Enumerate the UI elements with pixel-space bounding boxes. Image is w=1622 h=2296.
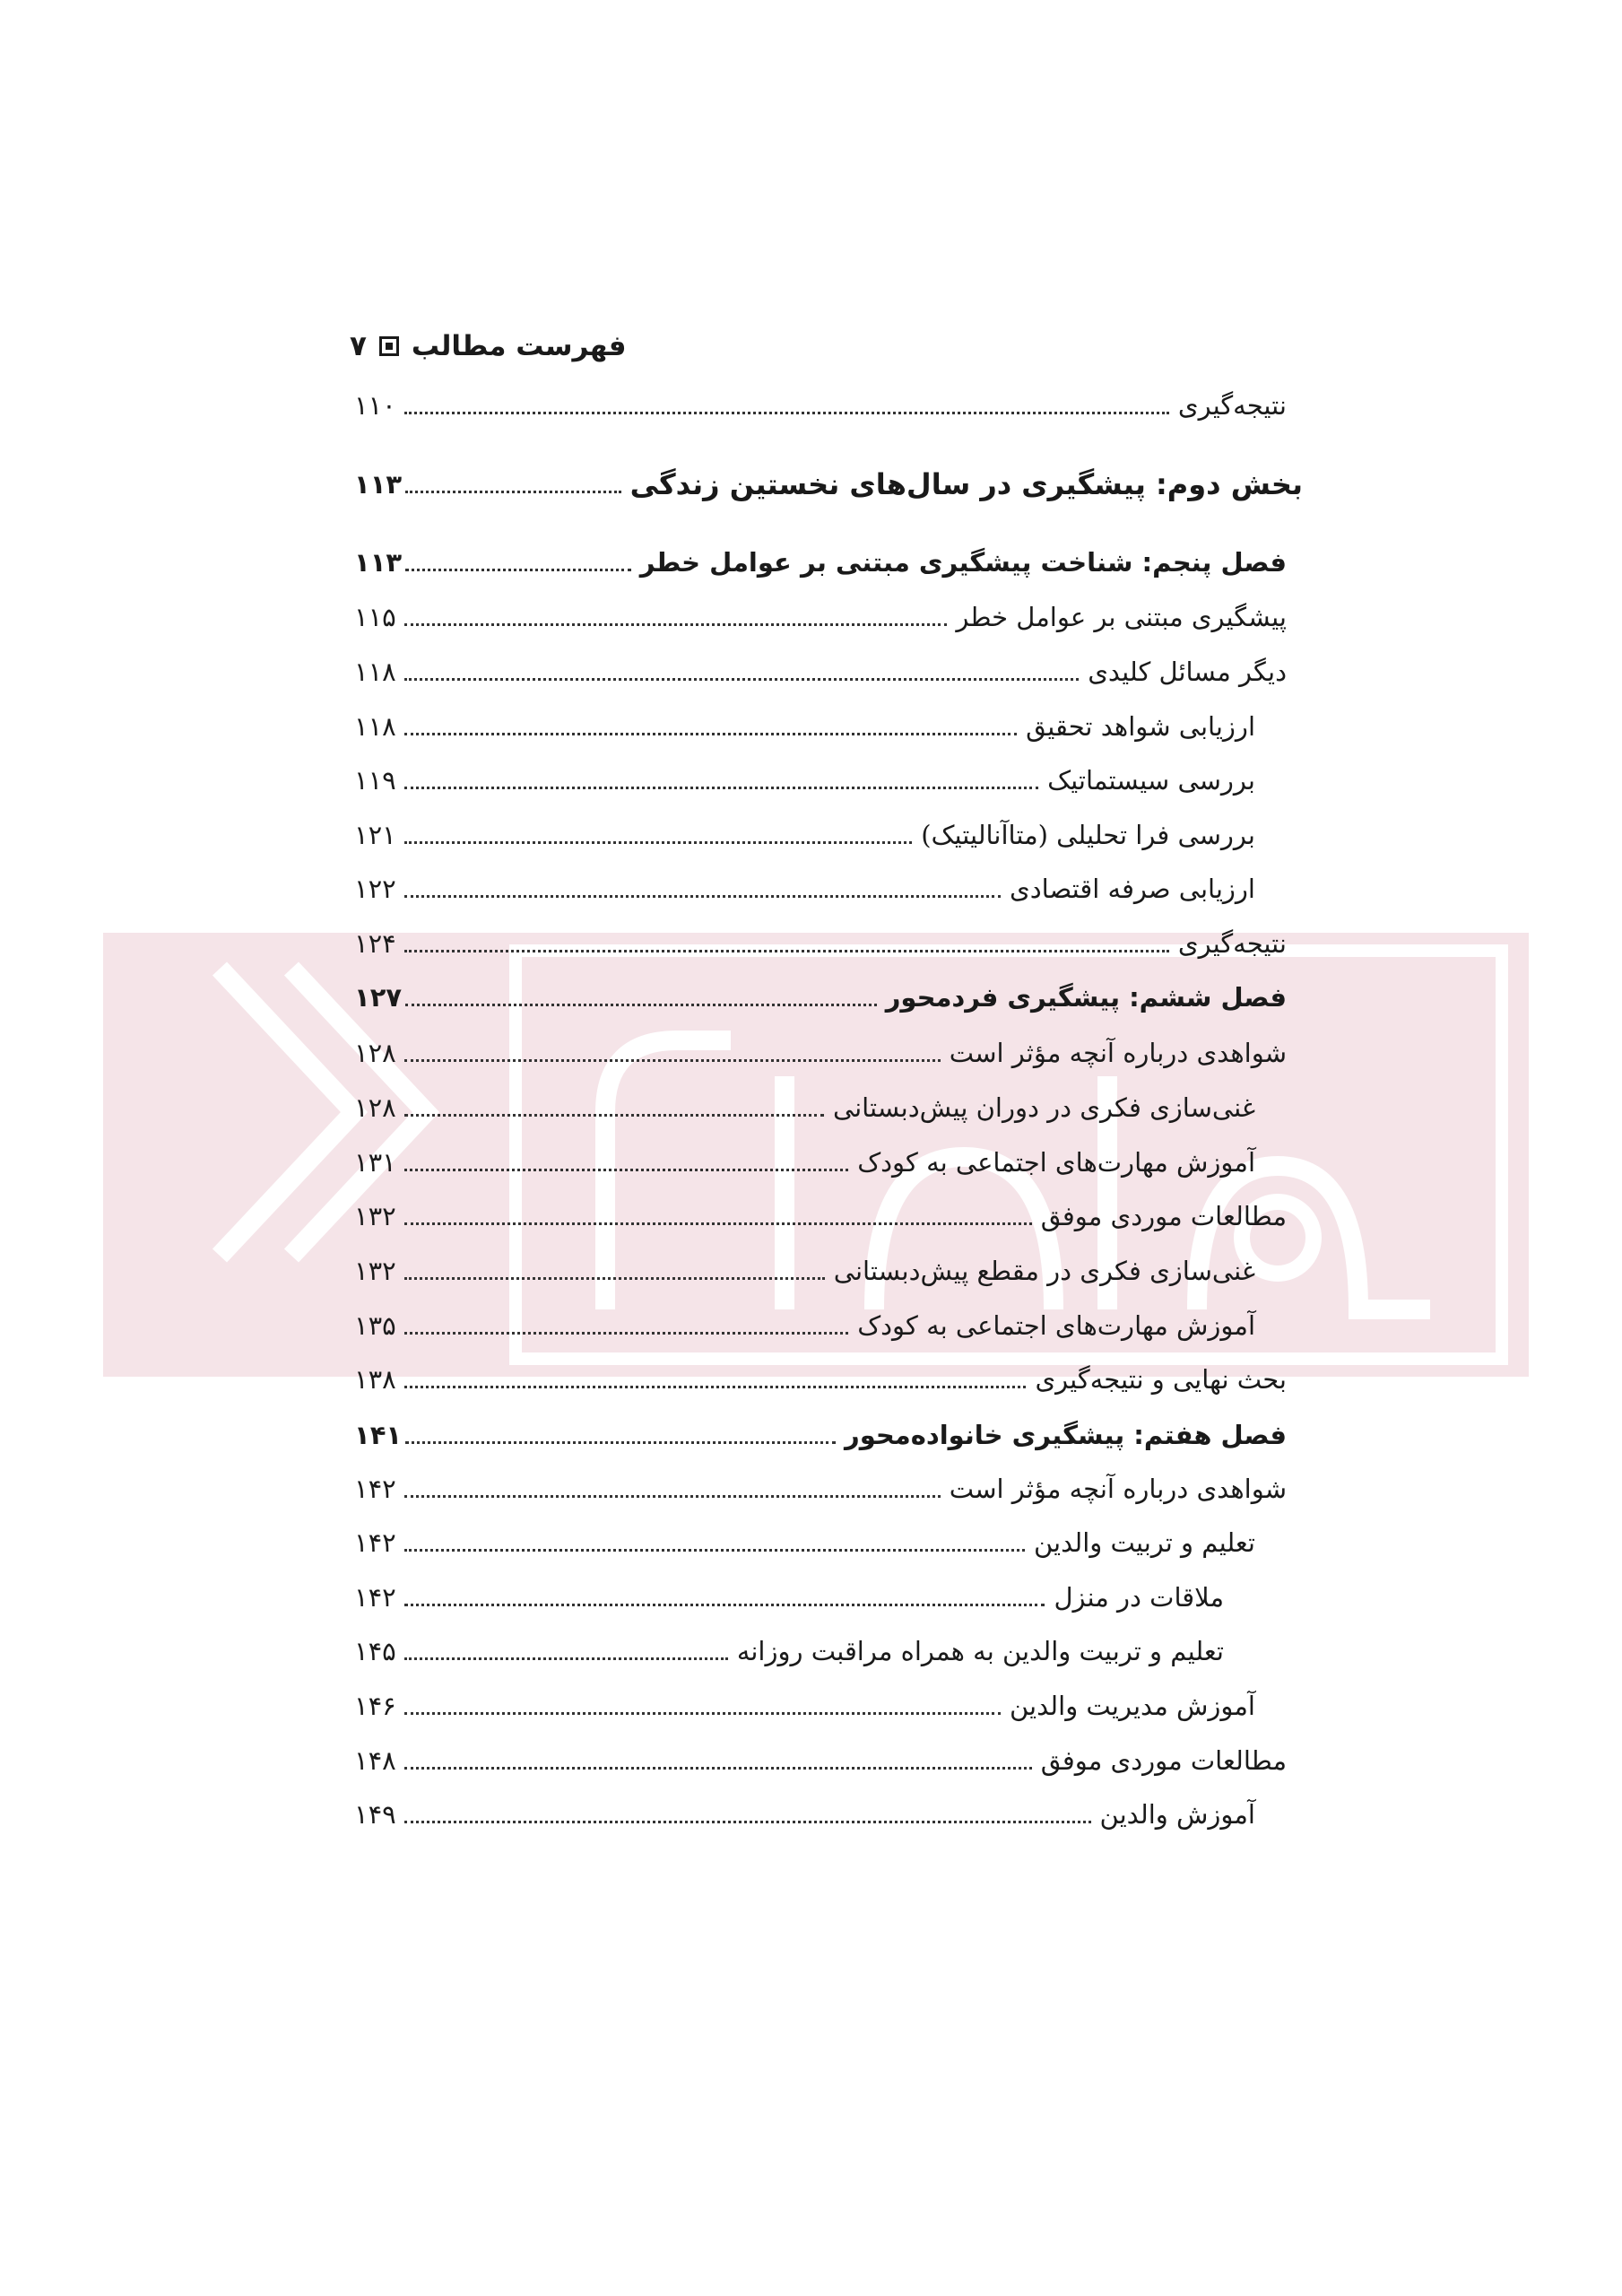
toc-entry-page-number: ۱۱۸: [354, 711, 396, 742]
toc-entry-page-number: ۱۲۲: [354, 874, 396, 904]
toc-entry[interactable]: [354, 649, 1287, 694]
toc-entry-page-number: ۱۱۰: [354, 390, 396, 421]
dot-leader: [404, 1712, 1001, 1715]
toc-entry[interactable]: [354, 704, 1255, 749]
toc-entry-title: غنی‌سازی فکری در مقطع پیش‌دبستانی: [833, 1256, 1255, 1286]
toc-entry-page-number: ۱۱۵: [354, 602, 396, 632]
dot-leader: [404, 1386, 1026, 1388]
toc-entry[interactable]: [354, 1413, 1287, 1457]
dot-leader: [404, 1332, 848, 1335]
square-bullet-icon: [379, 336, 399, 356]
toc-entry-page-number: ۱۴۸: [354, 1745, 396, 1776]
toc-entry-page-number: ۱۲۷: [354, 982, 403, 1013]
toc-entry[interactable]: [354, 1738, 1287, 1783]
toc-entry-title: آموزش والدین: [1099, 1799, 1255, 1830]
toc-entry-page-number: ۱۴۵: [354, 1636, 396, 1666]
toc-entry-page-number: ۱۳۵: [354, 1310, 396, 1341]
dot-leader: [404, 1059, 941, 1062]
dot-leader: [404, 1114, 824, 1117]
toc-entry-page-number: ۱۲۸: [354, 1092, 396, 1123]
toc-entry-title: آموزش مهارت‌های اجتماعی به کودک: [857, 1310, 1255, 1341]
dot-leader: [404, 895, 1001, 898]
dot-leader: [404, 1222, 1032, 1225]
toc-entry-title: ارزیابی شواهد تحقیق: [1026, 711, 1255, 742]
dot-leader: [405, 1004, 877, 1006]
toc-entry[interactable]: [354, 1466, 1287, 1511]
toc-entry[interactable]: [354, 383, 1287, 428]
toc-entry-title: تعلیم و تربیت والدین به همراه مراقبت روزانه: [736, 1636, 1224, 1666]
toc-entry-title: شواهدی درباره آنچه مؤثر است: [949, 1038, 1287, 1068]
toc-entry-page-number: ۱۳۲: [354, 1201, 396, 1231]
header-title: فهرست مطالب: [411, 330, 627, 362]
dot-leader: [404, 841, 912, 844]
toc-entry[interactable]: [354, 1683, 1255, 1728]
toc-entry[interactable]: [354, 975, 1287, 1020]
toc-entry-page-number: ۱۱۹: [354, 765, 396, 796]
toc-entry[interactable]: [354, 1248, 1255, 1293]
toc-entry-title: شواهدی درباره آنچه مؤثر است: [949, 1474, 1287, 1504]
toc-entry-title: غنی‌سازی فکری در دوران پیش‌دبستانی: [832, 1092, 1255, 1123]
dot-leader: [404, 412, 1169, 414]
dot-leader: [404, 1767, 1032, 1770]
toc-entry[interactable]: [354, 1792, 1255, 1837]
toc-entry-title: بخش دوم: پیشگیری در سال‌های نخستین زندگی: [629, 467, 1303, 501]
dot-leader: [404, 1495, 941, 1498]
dot-leader: [405, 491, 621, 493]
toc-entry-title: آموزش مدیریت والدین: [1009, 1691, 1255, 1721]
dot-leader: [404, 623, 947, 626]
toc-entry[interactable]: [354, 866, 1255, 911]
toc-entry[interactable]: [354, 1194, 1287, 1239]
toc-entry[interactable]: [354, 595, 1287, 639]
toc-entry[interactable]: [354, 813, 1255, 857]
toc-entry-title: فصل ششم: پیشگیری فردمحور: [885, 982, 1287, 1013]
dot-leader: [404, 950, 1169, 952]
toc-entry-title: تعلیم و تربیت والدین: [1033, 1527, 1255, 1558]
toc-entry[interactable]: [354, 921, 1287, 966]
toc-entry-page-number: ۱۳۱: [354, 1147, 396, 1178]
toc-entry-page-number: ۱۱۸: [354, 657, 396, 687]
header-page-number: ۷: [350, 330, 367, 362]
toc-entry[interactable]: [354, 1140, 1255, 1185]
toc-entry-title: بررسی سیستماتیک: [1047, 765, 1255, 796]
toc-entry-page-number: ۱۲۸: [354, 1038, 396, 1068]
toc-entry[interactable]: [354, 1303, 1255, 1348]
dot-leader: [405, 569, 631, 571]
toc-entry-title: فصل پنجم: شناخت پیشگیری مبتنی بر عوامل خطر: [639, 547, 1287, 578]
dot-leader: [404, 1277, 825, 1280]
dot-leader: [404, 1821, 1091, 1823]
toc-entry-page-number: ۱۴۱: [354, 1420, 403, 1450]
toc-entry[interactable]: [354, 1357, 1287, 1402]
toc-entry-title: فصل هفتم: پیشگیری خانواده‌محور: [845, 1420, 1287, 1450]
toc-entry-title: دیگر مسائل کلیدی: [1088, 657, 1287, 687]
dot-leader: [404, 1657, 728, 1660]
toc-entry-title: بحث نهایی و نتیجه‌گیری: [1035, 1364, 1287, 1395]
toc-entry[interactable]: [354, 1085, 1255, 1130]
toc-entry[interactable]: [354, 540, 1287, 585]
toc-entry-title: ملاقات در منزل: [1054, 1582, 1224, 1613]
toc-entry-page-number: ۱۳۲: [354, 1256, 396, 1286]
toc-entry[interactable]: [354, 758, 1255, 803]
toc-entry-title: مطالعات موردی موفق: [1040, 1201, 1287, 1231]
toc-entry-title: بررسی فرا تحلیلی (متاآنالیتیک): [921, 820, 1255, 850]
toc-entry-page-number: ۱۲۱: [354, 820, 396, 850]
toc-entry-title: پیشگیری مبتنی بر عوامل خطر: [956, 602, 1287, 632]
dot-leader: [404, 1549, 1025, 1552]
toc-entry[interactable]: [354, 1575, 1224, 1620]
toc-entry-page-number: ۱۲۴: [354, 928, 396, 959]
toc-entry-title: مطالعات موردی موفق: [1040, 1745, 1287, 1776]
toc-entry[interactable]: [354, 1629, 1224, 1674]
toc-entry-page-number: ۱۴۲: [354, 1474, 396, 1504]
toc-entry-page-number: ۱۱۳: [354, 469, 403, 500]
toc-entry-title: آموزش مهارت‌های اجتماعی به کودک: [857, 1147, 1255, 1178]
dot-leader: [404, 733, 1017, 735]
toc-entry-page-number: ۱۴۶: [354, 1691, 396, 1721]
toc-entry-page-number: ۱۳۸: [354, 1364, 396, 1395]
dot-leader: [404, 787, 1038, 789]
dot-leader: [405, 1441, 836, 1444]
toc-entry-page-number: ۱۴۲: [354, 1527, 396, 1558]
dot-leader: [404, 678, 1079, 681]
toc-entry[interactable]: [354, 1520, 1255, 1565]
toc-entry-title: نتیجه‌گیری: [1177, 390, 1287, 421]
dot-leader: [404, 1169, 848, 1171]
toc-entry-title: ارزیابی صرفه اقتصادی: [1010, 874, 1255, 904]
toc-entry[interactable]: [354, 462, 1303, 507]
toc-entry[interactable]: [354, 1031, 1287, 1075]
toc-entry-page-number: ۱۴۲: [354, 1582, 396, 1613]
toc-entry-page-number: ۱۴۹: [354, 1799, 396, 1830]
dot-leader: [404, 1604, 1045, 1606]
running-header: [350, 330, 627, 362]
toc-entry-page-number: ۱۱۳: [354, 547, 403, 578]
toc-entry-title: نتیجه‌گیری: [1177, 928, 1287, 959]
